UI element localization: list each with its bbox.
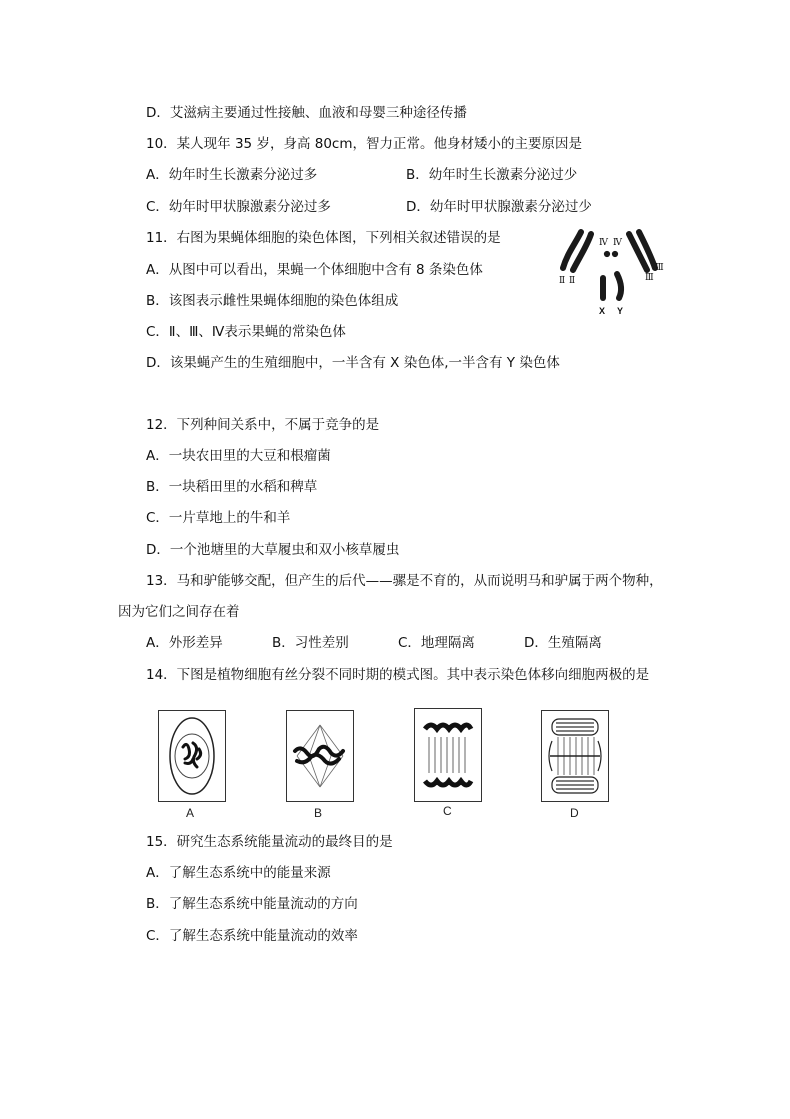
q13-option-b: B．习性差别 — [272, 635, 349, 651]
q11-stem: 11．右图为果蝇体细胞的染色体图，下列相关叙述错误的是 — [146, 230, 501, 246]
q15-stem: 15．研究生态系统能量流动的最终目的是 — [146, 834, 393, 850]
q13-stem-line1: 13．马和驴能够交配，但产生的后代——骡是不育的，从而说明马和驴属于两个物种， — [146, 573, 663, 589]
label-iv-right: Ⅳ — [613, 238, 622, 248]
mitosis-figure-d — [541, 710, 609, 802]
q11-option-d: D．该果蝇产生的生殖细胞中，一半含有 X 染色体,一半含有 Y 染色体 — [146, 355, 560, 371]
figure-label-d: D — [570, 806, 579, 820]
q11-option-c: C．Ⅱ、Ⅲ、Ⅳ表示果蝇的常染色体 — [146, 324, 346, 340]
figure-label-b: B — [314, 806, 323, 820]
label-x: X — [599, 306, 606, 316]
q9-option-d: D．艾滋病主要通过性接触、血液和母婴三种途径传播 — [146, 105, 467, 121]
label-ii: Ⅱ — [559, 276, 566, 286]
q14-stem: 14．下图是植物细胞有丝分裂不同时期的模式图。其中表示染色体移向细胞两极的是 — [146, 667, 650, 683]
q12-option-b: B．一块稻田里的水稻和稗草 — [146, 479, 318, 495]
figure-label-a: A — [186, 806, 195, 820]
q15-option-a: A．了解生态系统中的能量来源 — [146, 865, 331, 881]
label-y: Y — [617, 306, 624, 316]
figure-label-c: C — [443, 804, 452, 818]
q12-option-d: D．一个池塘里的大草履虫和双小核草履虫 — [146, 542, 400, 558]
q11-option-a: A．从图中可以看出，果蝇一个体细胞中含有 8 条染色体 — [146, 262, 483, 278]
q15-option-b: B．了解生态系统中能量流动的方向 — [146, 896, 358, 912]
q10-option-c: C．幼年时甲状腺激素分泌过多 — [146, 199, 331, 215]
q13-option-d: D．生殖隔离 — [524, 635, 602, 651]
chromosome-iv-left — [604, 251, 609, 256]
label-ii-b: Ⅱ — [569, 276, 576, 286]
chromosome-y — [617, 274, 621, 298]
q10-option-b: B．幼年时生长激素分泌过少 — [406, 167, 578, 183]
q13-stem-line2: 因为它们之间存在着 — [118, 604, 240, 620]
mitosis-figure-b — [286, 710, 354, 802]
q12-option-a: A．一块农田里的大豆和根瘤菌 — [146, 448, 331, 464]
label-iii-b: Ⅲ — [645, 273, 654, 283]
label-iv-left: Ⅳ — [599, 238, 608, 248]
q12-option-c: C．一片草地上的牛和羊 — [146, 510, 291, 526]
label-iii: Ⅲ — [655, 263, 664, 273]
chromosome-iv-right — [612, 251, 617, 256]
q13-option-c: C．地理隔离 — [398, 635, 475, 651]
q10-option-d: D．幼年时甲状腺激素分泌过少 — [406, 199, 592, 215]
q13-option-a: A．外形差异 — [146, 635, 223, 651]
q15-option-c: C．了解生态系统中能量流动的效率 — [146, 928, 358, 944]
q12-stem: 12．下列种间关系中，不属于竞争的是 — [146, 417, 380, 433]
q11-option-b: B．该图表示雌性果蝇体细胞的染色体组成 — [146, 293, 399, 309]
fruit-fly-chromosome-figure — [555, 228, 675, 320]
mitosis-figure-c — [414, 708, 482, 802]
mitosis-figure-a — [158, 710, 226, 802]
q10-stem: 10．某人现年 35 岁，身高 80cm，智力正常。他身材矮小的主要原因是 — [146, 136, 582, 152]
q10-option-a: A．幼年时生长激素分泌过多 — [146, 167, 318, 183]
